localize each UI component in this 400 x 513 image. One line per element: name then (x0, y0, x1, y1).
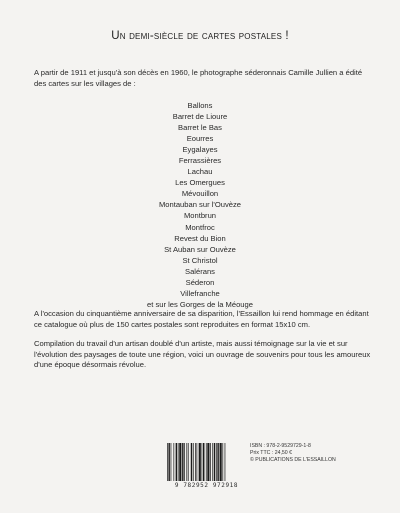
barcode-bars (166, 443, 247, 481)
village-item: Mévouillon (181, 189, 219, 199)
village-item: Les Omergues (175, 178, 225, 188)
barcode-bar (206, 443, 207, 481)
barcode-bar (178, 443, 179, 481)
village-item: Lachau (187, 167, 213, 177)
village-item: Eygalayes (182, 145, 218, 155)
barcode-number: 9 782952 972918 (174, 482, 239, 489)
barcode-bar (184, 443, 185, 481)
barcode-bar (210, 443, 211, 481)
village-item: St Auban sur Ouvèze (164, 244, 236, 254)
village-item: et sur les Gorges de la Méouge (147, 299, 253, 309)
isbn-text: ISBN : 978-2-9529729-1-8 (250, 443, 311, 449)
village-item: St Christol (182, 255, 218, 265)
page-title: Un demi-siècle de cartes postales ! (111, 30, 289, 42)
barcode-bar (202, 443, 203, 481)
village-item: Salérans (185, 266, 215, 276)
village-item: Barret le Bas (178, 123, 222, 133)
barcode-bar (176, 443, 177, 481)
barcode-bar (168, 443, 169, 481)
barcode-bar (195, 443, 196, 481)
compilation-paragraph: Compilation du travail d'un artisan doublé d'un artiste, mais aussi témoignage sur la vie et sur l'évolution des paysages de toute une région, voici un ouvrage de souvenirs pour tous les amoureux d'une époque désormais révolue. (34, 339, 371, 369)
barcode-bar (182, 443, 183, 481)
barcode-bar (216, 443, 217, 481)
barcode-bar (220, 443, 222, 481)
village-item: Revest du Bion (174, 233, 226, 243)
barcode-bar (199, 443, 201, 481)
barcode-bar (167, 443, 168, 481)
barcode-bar (207, 443, 209, 481)
barcode-bar (214, 443, 215, 481)
barcode-bar (171, 443, 172, 481)
village-item: Villefranche (180, 288, 220, 298)
barcode-bar (191, 443, 192, 481)
village-item: Montfroc (185, 222, 215, 232)
village-item: Barret de Lioure (172, 112, 228, 122)
village-item: Montbrun (183, 211, 217, 221)
barcode-bar (188, 443, 189, 481)
village-item: Montauban sur l'Ouvèze (158, 200, 242, 210)
price-text: Prix TTC : 24,50 € (250, 450, 292, 457)
publisher-text: © PUBLICATIONS DE L'ESSAILLON (250, 457, 336, 464)
barcode-bar (173, 443, 174, 481)
barcode-bar (203, 443, 204, 481)
barcode-bar (186, 443, 187, 481)
barcode (166, 443, 247, 481)
barcode-bar (212, 443, 213, 481)
village-item: Eourres (186, 134, 214, 144)
barcode-bar (197, 443, 198, 481)
village-list (0, 100, 400, 310)
barcode-bar (222, 443, 223, 481)
barcode-bar (193, 443, 194, 481)
barcode-bar (225, 443, 226, 481)
book-info (250, 443, 336, 465)
village-item: Ballons (187, 101, 213, 110)
village-item: Ferrassières (178, 156, 222, 166)
barcode-bar (179, 443, 181, 481)
village-item: Séderon (185, 277, 215, 287)
barcode-bar (217, 443, 218, 481)
anniversary-paragraph: A l'occasion du cinquantième anniversaire de sa disparition, l'Essaillon lui rend hommage en éditant ce catalogue où plus de 150 cartes postales sont reproduites en format 15x10 cm. (34, 309, 369, 329)
intro-paragraph: A partir de 1911 et jusqu'à son décès en 1960, le photographe séderonnais Camille Jullien a édité des cartes sur les villages de : (34, 68, 363, 88)
